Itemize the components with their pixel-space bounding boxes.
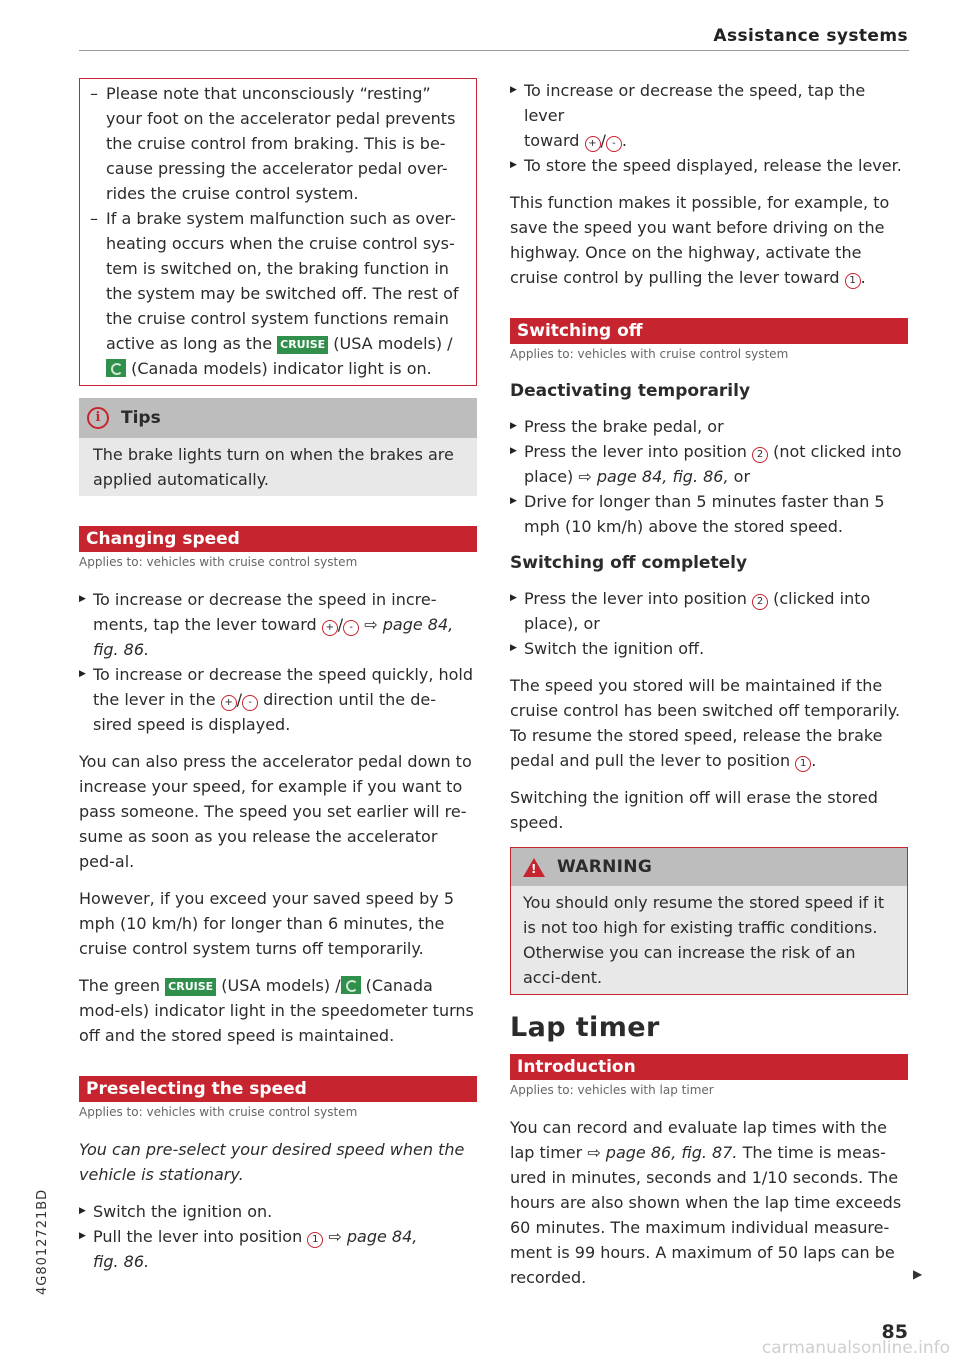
subheading-switching-off-completely: Switching off completely xyxy=(510,553,748,573)
applies-to: Applies to: vehicles with lap timer xyxy=(510,1083,714,1097)
intro-text: You can pre-select your desired speed when the vehicle is stationary. xyxy=(79,1140,465,1184)
paragraph: However, if you exceed your saved speed by 5 mph (10 km/h) for longer than 6 minutes, the cruise control system turns off temporarily. xyxy=(79,889,455,958)
list-item: ▶ Pull the lever into position 1 ⇨ page 84, fig. 86. xyxy=(79,1224,477,1274)
paragraph: Switching the ignition off will erase the stored speed. xyxy=(510,788,878,832)
canada-cruise-indicator-icon xyxy=(106,359,126,377)
minus-symbol-icon: - xyxy=(606,136,622,152)
minus-symbol-icon: - xyxy=(343,620,359,636)
list-item: ▶ Press the brake pedal, or xyxy=(510,414,908,439)
list-item: ▶ To store the speed displayed, release the lever. xyxy=(510,153,908,178)
bullet-list xyxy=(510,78,908,178)
tips-box xyxy=(79,398,477,496)
list-item: ▶ To increase or decrease the speed quickly, hold the lever in the + / - direction until the de- sired speed is displayed. xyxy=(79,662,477,737)
right-column xyxy=(510,78,908,1302)
tips-title: Tips xyxy=(121,407,161,428)
canada-cruise-indicator-icon xyxy=(341,976,361,994)
position-2-icon: 2 xyxy=(752,594,768,610)
section-heading-changing-speed: Changing speed xyxy=(79,526,477,552)
bullet-list xyxy=(510,586,908,661)
section-heading-switching-off: Switching off xyxy=(510,318,908,344)
list-item: ▶ Switch the ignition off. xyxy=(510,636,908,661)
section-heading-introduction: Introduction xyxy=(510,1054,908,1080)
page-reference-link[interactable]: ⇨ page 86, fig. 87. xyxy=(587,1143,738,1162)
plus-symbol-icon: + xyxy=(221,695,237,711)
note-box xyxy=(79,78,477,386)
bullet-list xyxy=(79,587,477,737)
bullet-list xyxy=(510,414,908,539)
header-rule xyxy=(79,50,909,51)
subheading-deactivating: Deactivating temporarily xyxy=(510,381,751,401)
applies-to: Applies to: vehicles with cruise control system xyxy=(510,347,789,361)
section-heading-preselecting-speed: Preselecting the speed xyxy=(79,1076,477,1102)
paragraph: This function makes it possible, for example, to save the speed you want before driving on the highway. Once on the highway, activate the cruise control by pulling the lever toward 1 . xyxy=(510,193,890,287)
warning-body: You should only resume the stored speed if it is not too high for existing traffic conditions. Otherwise you can increase the risk of an acci-dent. xyxy=(511,886,907,994)
position-1-icon: 1 xyxy=(795,756,811,772)
warning-triangle-icon xyxy=(523,858,545,877)
page-number: 85 xyxy=(881,1321,908,1343)
list-item: ▶ Switch the ignition on. xyxy=(79,1199,477,1224)
paragraph: You can record and evaluate lap times with the lap timer ⇨ page 86, fig. 87. The time is meas-ured in minutes, seconds and 1/10 seconds. The hours are also shown when the lap time exceeds 60 minutes. The maximum individual measure-ment is 99 hours. A maximum of 50 laps can be recorded. xyxy=(510,1118,902,1287)
applies-to: Applies to: vehicles with cruise control system xyxy=(79,555,358,569)
position-2-icon: 2 xyxy=(752,447,768,463)
position-1-icon: 1 xyxy=(845,273,861,289)
document-code: 4G8012721BD xyxy=(35,1188,50,1295)
page-reference-link[interactable]: ⇨ page 84, fig. 86, xyxy=(578,467,729,486)
note-item-1: – Please note that unconsciously “resting” your foot on the accelerator pedal prevents the cruise control from braking. This is be- cause pressing the accelerator pedal over- rides the cruise control system. xyxy=(90,81,466,206)
chapter-heading-lap-timer: Lap timer xyxy=(510,1012,660,1043)
bullet-list xyxy=(79,1199,477,1274)
page-reference-link[interactable]: ⇨ page 84, xyxy=(364,615,454,634)
paragraph: You can also press the accelerator pedal down to increase your speed, for example if you want to pass someone. The speed you set earlier will re-sume as soon as you release the accelerator ped-al. xyxy=(79,752,472,871)
list-item: ▶ Press the lever into position 2 (not clicked into place) ⇨ page 84, fig. 86, or xyxy=(510,439,908,489)
list-item: ▶ Drive for longer than 5 minutes faster than 5 mph (10 km/h) above the stored speed. xyxy=(510,489,908,539)
watermark: carmanualsonline.info xyxy=(761,1338,950,1358)
note-item-2: – If a brake system malfunction such as over- heating occurs when the cruise control sys- tem is switched on, the braking function in the system may be switched off. The rest of the cruise control system functions remain active as long as the CRUISE (USA models) / (Canada models) indicator light is on. xyxy=(90,206,466,381)
warning-box xyxy=(510,847,908,995)
page-reference-link[interactable]: ⇨ page 84, xyxy=(328,1227,418,1246)
applies-to: Applies to: vehicles with cruise control system xyxy=(79,1105,358,1119)
minus-symbol-icon: - xyxy=(242,695,258,711)
cruise-indicator-icon: CRUISE xyxy=(165,978,216,996)
list-item: ▶ To increase or decrease the speed, tap the lever toward + / - . xyxy=(510,78,908,153)
left-column xyxy=(79,78,477,1286)
paragraph: The green CRUISE (USA models) / (Canada mod-els) indicator light in the speedometer turns off and the stored speed is maintained. xyxy=(79,976,474,1045)
list-item: ▶ To increase or decrease the speed in incre- ments, tap the lever toward + / - ⇨ page 84, fig. 86. xyxy=(79,587,477,662)
list-item: ▶ Press the lever into position 2 (clicked into place), or xyxy=(510,586,908,636)
paragraph: The speed you stored will be maintained if the cruise control has been switched off temporarily. To resume the stored speed, release the brake pedal and pull the lever to position 1 . xyxy=(510,676,901,770)
page-header-title: Assistance systems xyxy=(713,26,908,46)
position-1-icon: 1 xyxy=(307,1232,323,1248)
info-icon: i xyxy=(87,407,109,429)
plus-symbol-icon: + xyxy=(585,136,601,152)
cruise-indicator-icon: CRUISE xyxy=(277,336,328,354)
warning-title: WARNING xyxy=(557,856,653,877)
tips-body: The brake lights turn on when the brakes are applied automatically. xyxy=(79,438,477,496)
continue-arrow-icon: ▶ xyxy=(913,1267,923,1281)
plus-symbol-icon: + xyxy=(322,620,338,636)
